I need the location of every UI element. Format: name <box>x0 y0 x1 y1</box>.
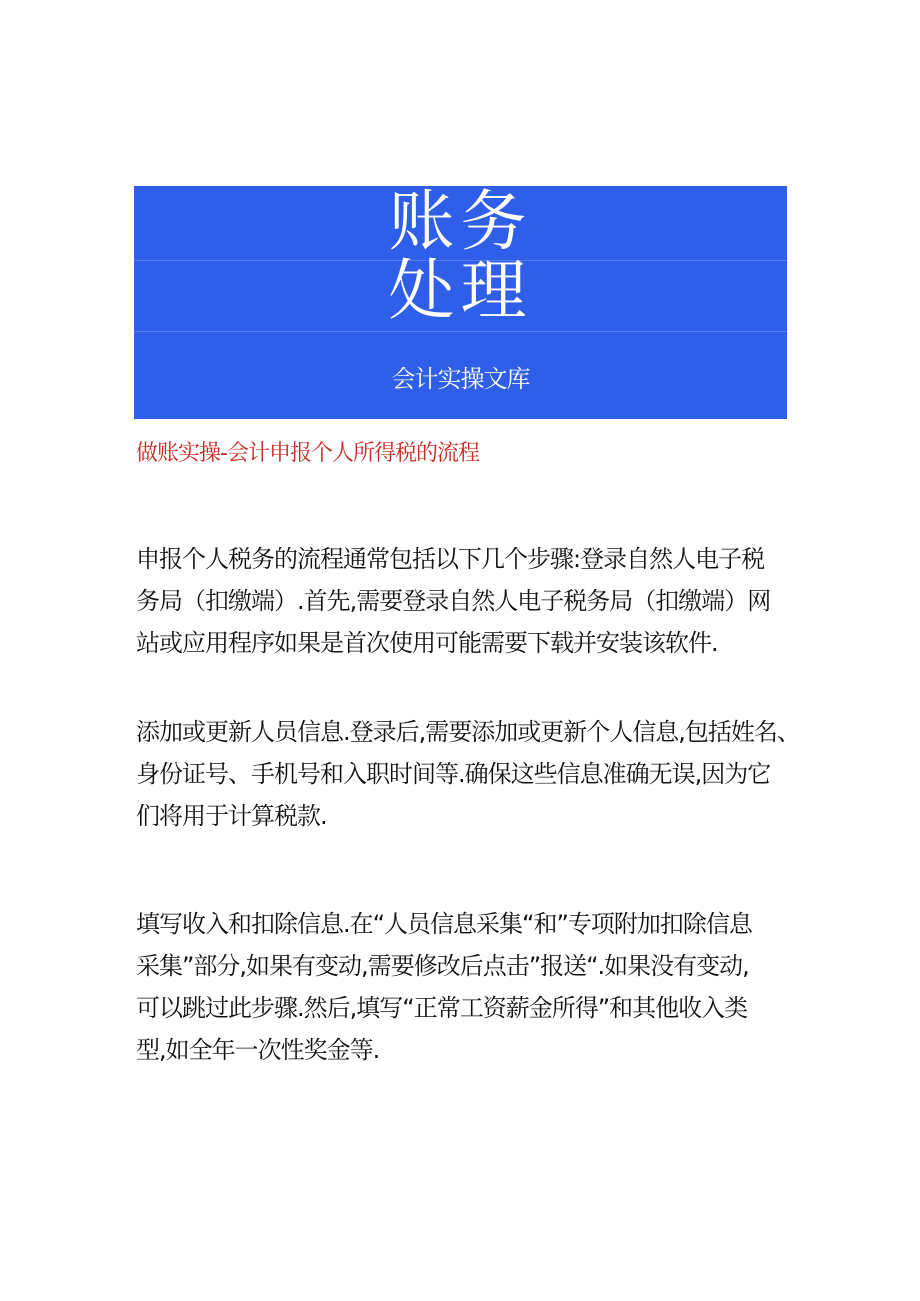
cover-banner <box>134 186 787 419</box>
paragraph-line: 添加或更新人员信息.登录后,需要添加或更新个人信息,包括姓名、 <box>136 718 800 746</box>
paragraph-line: 型,如全年一次性奖金等. <box>136 1036 380 1064</box>
banner-subtitle: 会计实操文库 <box>391 365 530 393</box>
paragraph-line: 们将用于计算税款. <box>136 802 327 830</box>
paragraph-line: 身份证号、手机号和入职时间等.确保这些信息准确无误,因为它 <box>136 760 771 788</box>
paragraph-line: 务局（扣缴端）.首先,需要登录自然人电子税务局（扣缴端）网 <box>136 587 771 615</box>
paragraph <box>136 538 796 664</box>
paragraph-line: 填写收入和扣除信息.在“人员信息采集“和”专项附加扣除信息 <box>136 910 752 938</box>
paragraph-line: 采集”部分,如果有变动,需要修改后点击”报送“.如果没有变动, <box>136 952 749 980</box>
paragraph-line: 申报个人税务的流程通常包括以下几个步骤:登录自然人电子税 <box>136 545 765 573</box>
paragraph <box>136 711 800 837</box>
paragraph <box>136 903 796 1071</box>
banner-title-line1: 账务 <box>388 186 533 260</box>
paragraph-line: 可以跳过此步骤.然后,填写“正常工资薪金所得”和其他收入类 <box>136 994 748 1022</box>
document-title: 做账实操-会计申报个人所得税的流程 <box>136 441 479 466</box>
paragraph-line: 站或应用程序如果是首次使用可能需要下载并安装该软件. <box>136 629 718 657</box>
banner-title-line2: 处理 <box>388 252 533 329</box>
banner-divider <box>134 331 787 332</box>
